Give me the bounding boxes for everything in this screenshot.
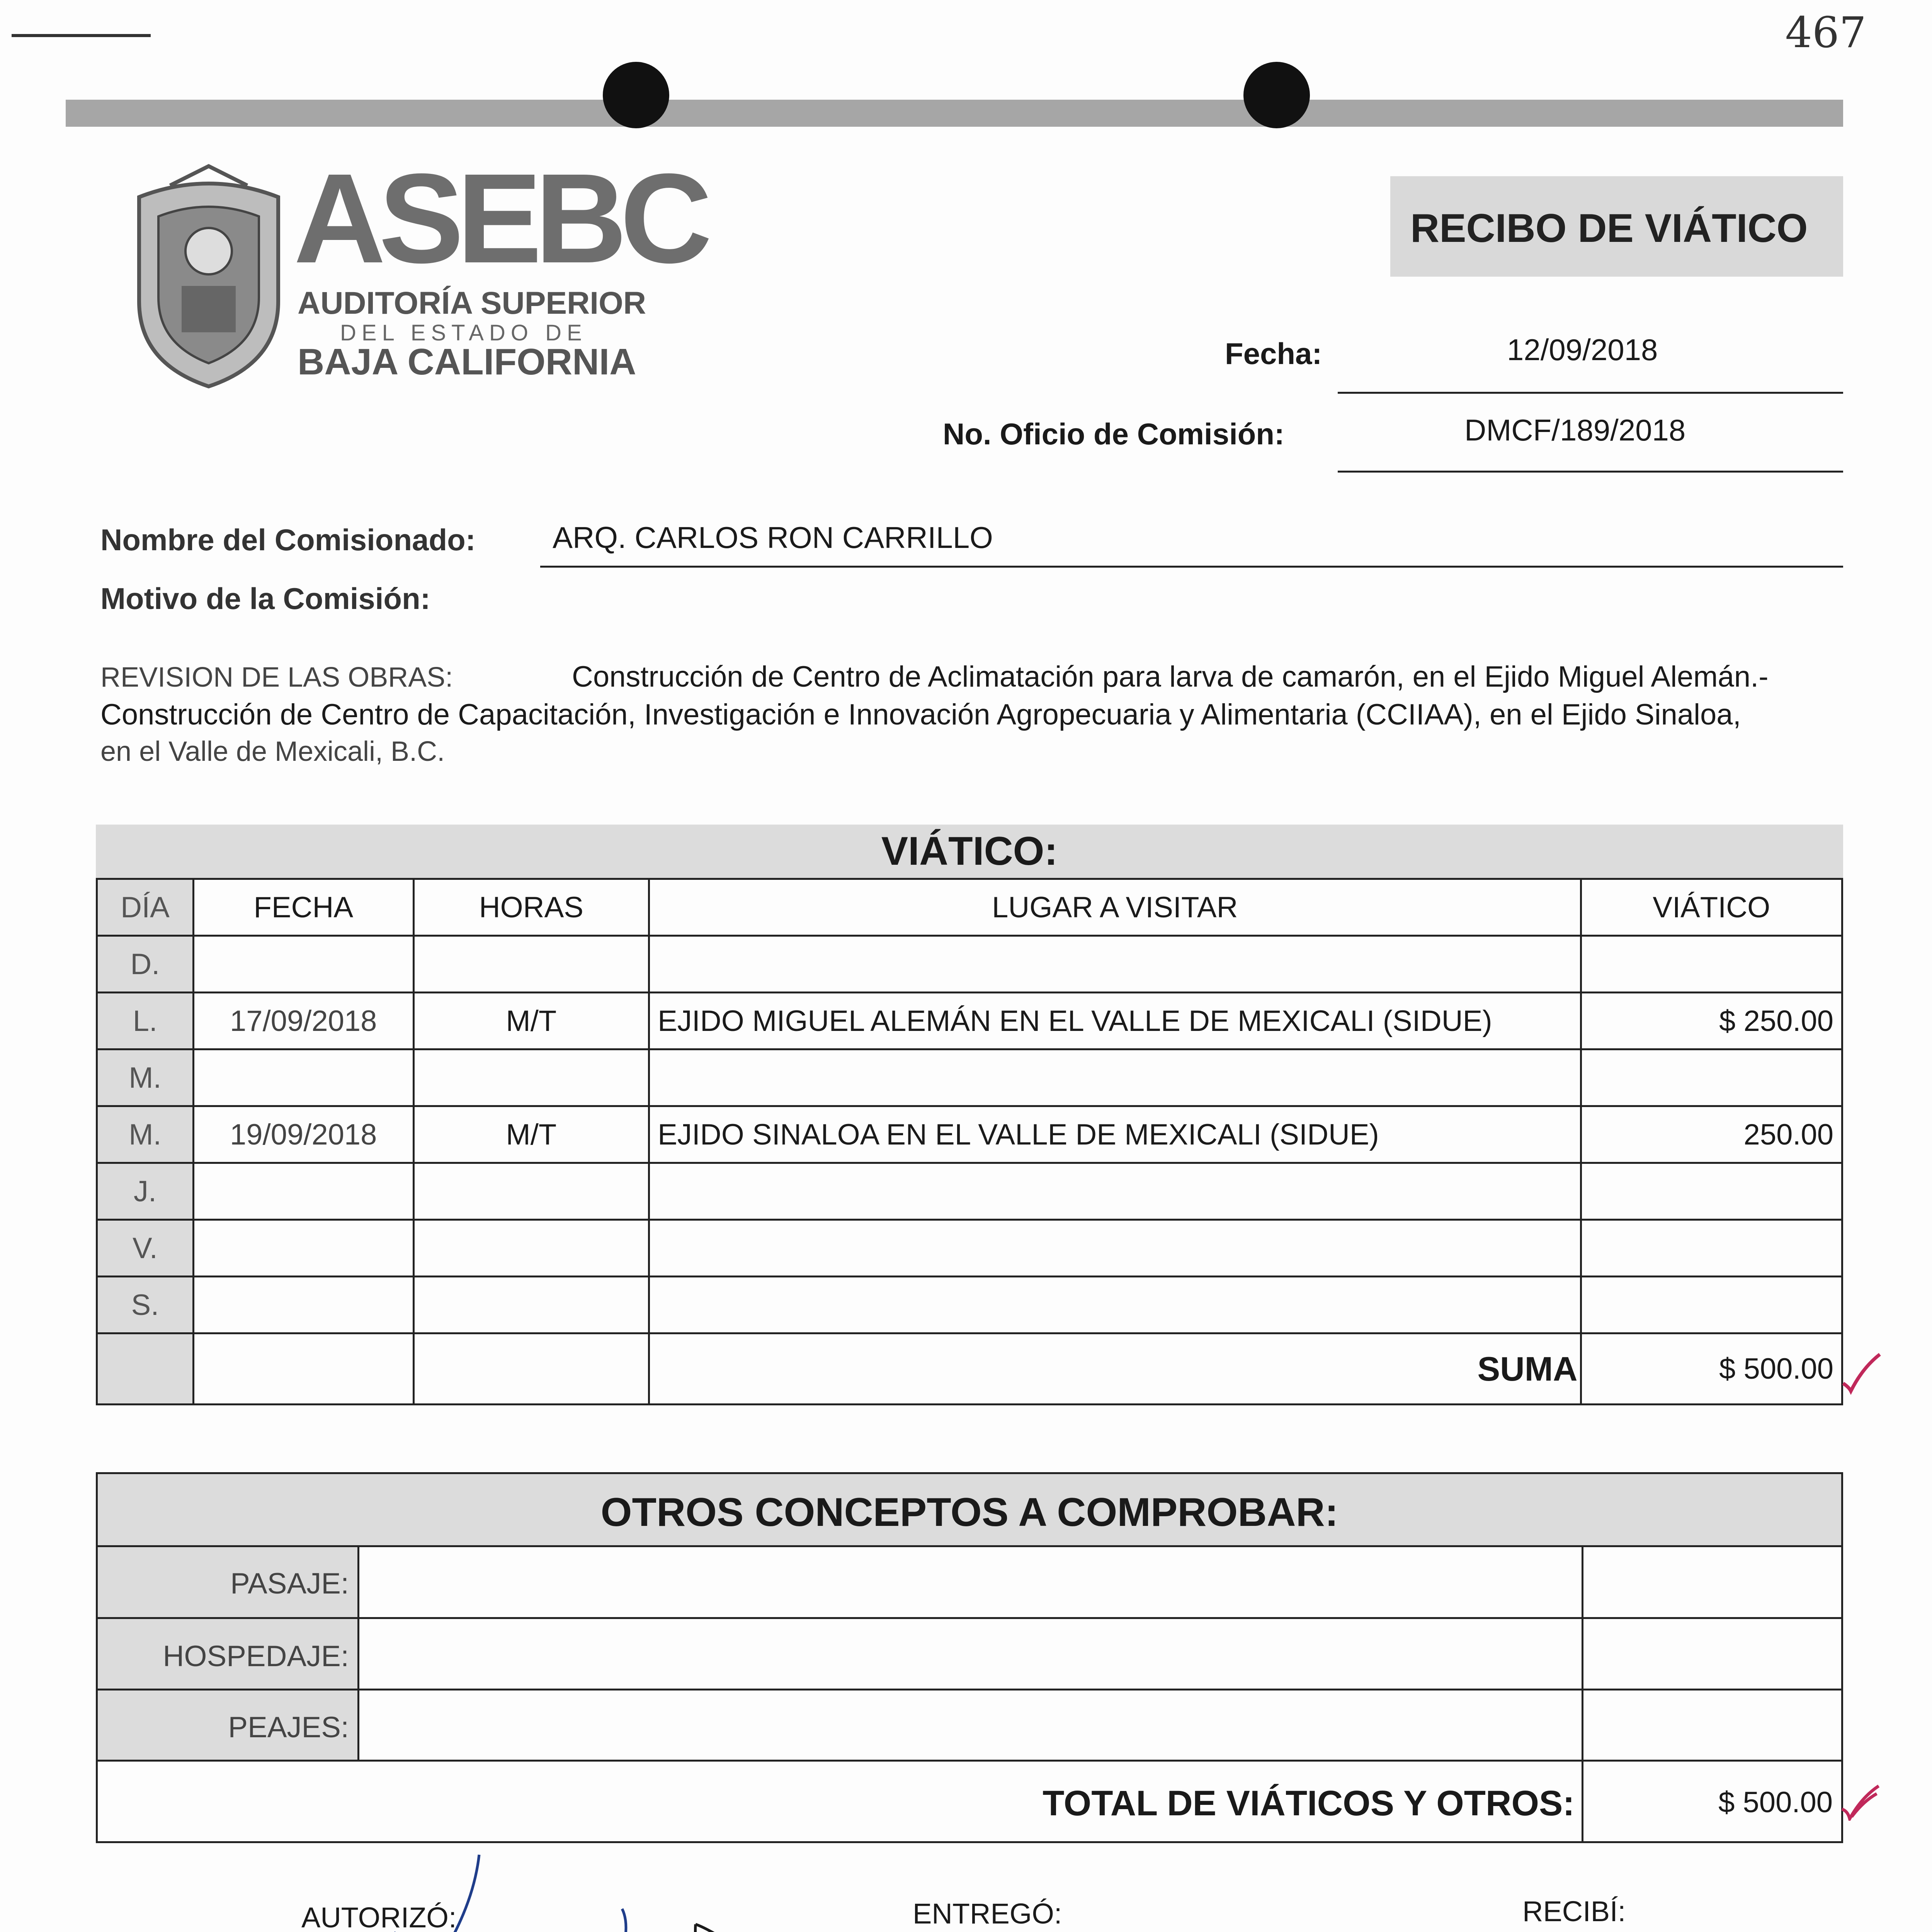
cell-lugar: EJIDO MIGUEL ALEMÁN EN EL VALLE DE MEXICALI (SIDUE) [649, 993, 1581, 1049]
cell-dia: J. [97, 1163, 194, 1220]
table-row [97, 993, 1842, 1049]
suma-blank [97, 1333, 194, 1405]
motivo-line3: en el Valle de Mexicali, B.C. [100, 736, 445, 767]
cell-dia: D. [97, 936, 194, 993]
table-row [97, 1049, 1842, 1106]
divider [1582, 1762, 1583, 1841]
cell-lugar [649, 936, 1581, 993]
punch-hole [1243, 62, 1310, 128]
fecha-underline [1338, 392, 1843, 394]
fecha-label: Fecha: [1225, 337, 1322, 371]
cell-viatico [1581, 936, 1842, 993]
cell-dia: M. [97, 1049, 194, 1106]
cell-dia: L. [97, 993, 194, 1049]
logo-acronym: ASEBC [294, 147, 706, 289]
divider [98, 1617, 1841, 1619]
table-row [97, 1163, 1842, 1220]
suma-row [97, 1333, 1842, 1405]
cell-fecha: 17/09/2018 [193, 993, 413, 1049]
table-header-row [97, 879, 1842, 936]
comisionado-label: Nombre del Comisionado: [100, 523, 476, 557]
cell-horas: M/T [413, 993, 649, 1049]
col-viatico: VIÁTICO [1581, 879, 1842, 936]
entrego-signature-icon [688, 1917, 1190, 1932]
hospedaje-label: HOSPEDAJE: [163, 1640, 349, 1673]
cell-viatico: $ 250.00 [1581, 993, 1842, 1049]
cell-fecha [193, 1049, 413, 1106]
check-mark-icon [1840, 1782, 1883, 1821]
cell-horas [413, 936, 649, 993]
table-row [97, 936, 1842, 993]
logo [124, 147, 706, 394]
scan-mark [12, 34, 151, 37]
cell-lugar [649, 1163, 1581, 1220]
oficio-value: DMCF/189/2018 [1464, 413, 1686, 447]
logo-line2: DEL ESTADO DE [340, 320, 587, 345]
col-fecha: FECHA [193, 879, 413, 936]
cell-dia: S. [97, 1277, 194, 1333]
divider [357, 1547, 359, 1760]
autorizo-label: AUTORIZÓ: [301, 1901, 457, 1932]
comisionado-value: ARQ. CARLOS RON CARRILLO [553, 520, 993, 554]
col-dia: DÍA [97, 879, 194, 936]
cell-horas [413, 1220, 649, 1277]
autorizo-signature-icon [178, 1847, 661, 1932]
recibi-label: RECIBÍ: [1522, 1895, 1626, 1927]
cell-horas: M/T [413, 1106, 649, 1163]
divider [1582, 1547, 1583, 1760]
otros-heading: OTROS CONCEPTOS A COMPROBAR: [600, 1490, 1338, 1535]
title-box [1390, 176, 1843, 277]
table-row [97, 1277, 1842, 1333]
table-row [97, 1106, 1842, 1163]
header-bar [66, 100, 1843, 127]
suma-blank [413, 1333, 649, 1405]
cell-fecha [193, 1277, 413, 1333]
cell-dia: V. [97, 1220, 194, 1277]
cell-viatico [1581, 1220, 1842, 1277]
otros-box [96, 1472, 1843, 1843]
cell-viatico [1581, 1277, 1842, 1333]
motivo-line2: Construcción de Centro de Capacitación, Investigación e Innovación Agropecuaria y Alimentaria (CCIIAA), en el Ejido Sinaloa, [100, 698, 1741, 731]
viatico-heading: VIÁTICO: [881, 829, 1058, 874]
fecha-value: 12/09/2018 [1507, 333, 1658, 367]
cell-lugar [649, 1277, 1581, 1333]
page-number: 467 [1785, 8, 1866, 57]
cell-viatico [1581, 1049, 1842, 1106]
suma-blank [193, 1333, 413, 1405]
cell-fecha: 19/09/2018 [193, 1106, 413, 1163]
table-row [97, 1220, 1842, 1277]
cell-horas [413, 1277, 649, 1333]
cell-viatico [1581, 1163, 1842, 1220]
viatico-heading-bar [96, 825, 1843, 879]
cell-dia: M. [97, 1106, 194, 1163]
divider [98, 1760, 1841, 1762]
cell-fecha [193, 936, 413, 993]
total-label: TOTAL DE VIÁTICOS Y OTROS: [1043, 1784, 1575, 1823]
total-value: $ 500.00 [1718, 1786, 1833, 1819]
otros-heading-bar [98, 1474, 1841, 1547]
cell-lugar [649, 1049, 1581, 1106]
comisionado-underline [540, 566, 1843, 568]
suma-value: $ 500.00 [1581, 1333, 1842, 1405]
divider [98, 1689, 1841, 1690]
motivo-line1: Construcción de Centro de Aclimatación para larva de camarón, en el Ejido Miguel Alemán.- [572, 660, 1769, 693]
cell-horas [413, 1049, 649, 1106]
entrego-label: ENTREGÓ: [913, 1898, 1062, 1930]
cell-lugar: EJIDO SINALOA EN EL VALLE DE MEXICALI (SIDUE) [649, 1106, 1581, 1163]
oficio-label: No. Oficio de Comisión: [943, 417, 1285, 451]
check-mark-icon [1839, 1352, 1882, 1395]
cell-lugar [649, 1220, 1581, 1277]
cell-horas [413, 1163, 649, 1220]
coat-of-arms-icon [124, 162, 294, 394]
peajes-label: PEAJES: [228, 1711, 349, 1744]
col-lugar: LUGAR A VISITAR [649, 879, 1581, 936]
motivo-label: Motivo de la Comisión: [100, 582, 430, 616]
cell-fecha [193, 1220, 413, 1277]
suma-label: SUMA [649, 1333, 1581, 1405]
viatico-table [96, 878, 1843, 1405]
col-horas: HORAS [413, 879, 649, 936]
cell-viatico: 250.00 [1581, 1106, 1842, 1163]
oficio-underline [1338, 471, 1843, 473]
logo-line1: AUDITORÍA SUPERIOR [298, 286, 646, 321]
pasaje-label: PASAJE: [230, 1567, 349, 1600]
cell-fecha [193, 1163, 413, 1220]
logo-line3: BAJA CALIFORNIA [298, 341, 636, 383]
page-title: RECIBO DE VIÁTICO [1410, 206, 1808, 251]
punch-hole [603, 62, 669, 128]
motivo-prefix: REVISION DE LAS OBRAS: [100, 662, 453, 693]
